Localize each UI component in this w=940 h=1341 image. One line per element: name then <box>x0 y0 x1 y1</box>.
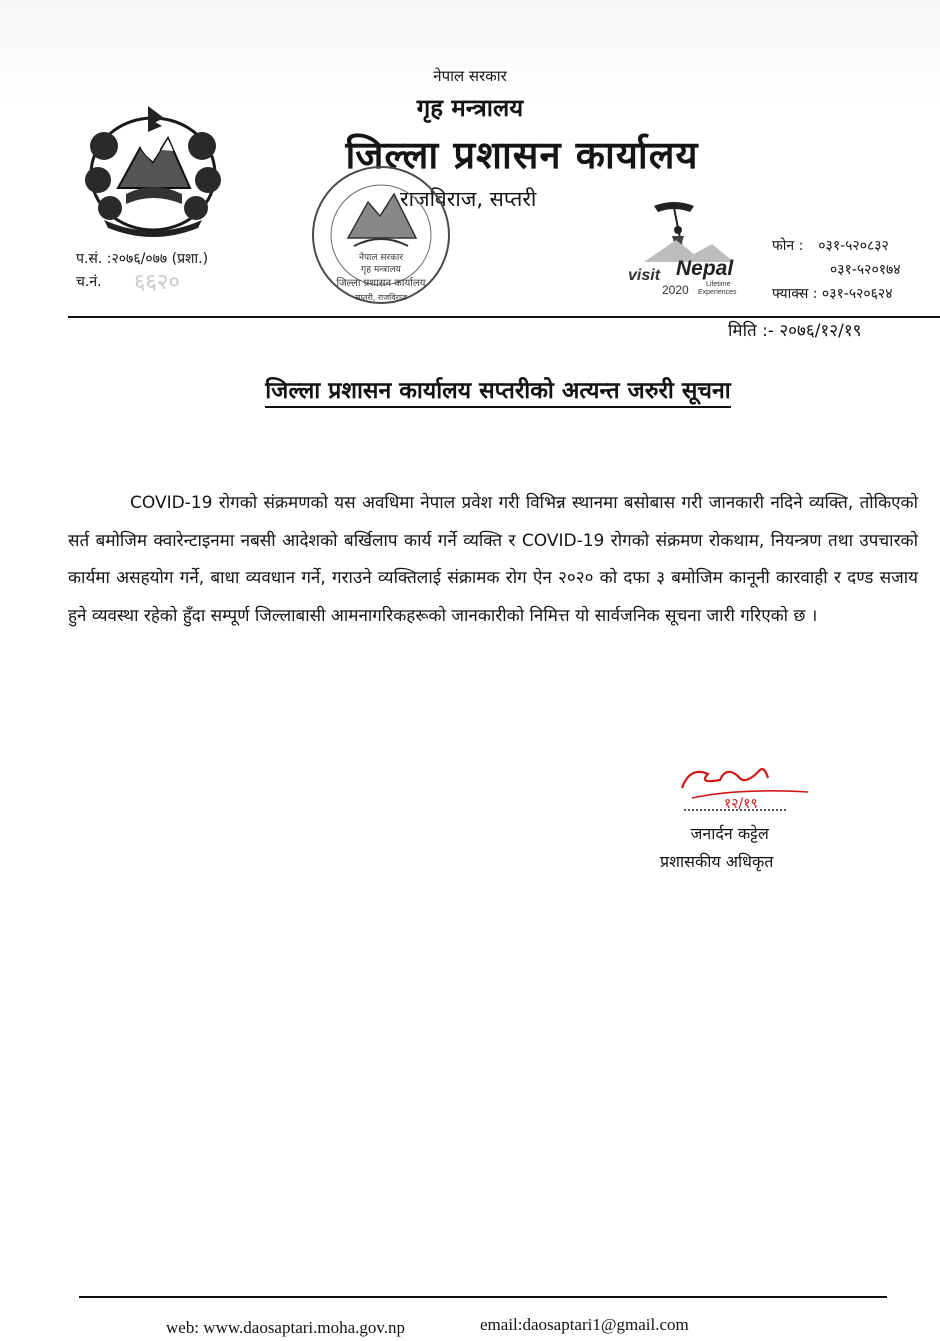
fax-label: फ्याक्स : <box>772 286 818 302</box>
footer-divider <box>79 1296 887 1298</box>
fax-value: ०३१-५२०६२४ <box>821 286 893 302</box>
signatory-designation: प्रशासकीय अधिकृत <box>660 852 774 871</box>
ministry-name: गृह मन्त्रालय <box>416 94 524 122</box>
notice-title <box>0 373 940 405</box>
reference-number: प.सं. :२०७६/०७७ (प्रशा.) <box>76 251 209 267</box>
handwritten-signature <box>668 758 818 814</box>
seal-text-1: नेपाल सरकार <box>358 253 404 263</box>
dispatch-number-label: च.नं. <box>76 274 102 290</box>
phone-row-1 <box>772 234 901 258</box>
visit-word: visit <box>628 267 661 284</box>
signatory-name: जनार्दन कट्टेल <box>690 824 769 843</box>
tagline-lifetime: Lifetime <box>706 281 731 288</box>
notice-title-text: जिल्ला प्रशासन कार्यालय सप्तरीको अत्यन्त जरुरी सूचना <box>265 378 730 408</box>
footer-website: web: www.daosaptari.moha.gov.np <box>166 1318 406 1337</box>
notice-date: मिति :- २०७६/१२/१९ <box>728 321 862 341</box>
signatory-block <box>660 820 774 876</box>
seal-text-2: गृह मन्त्रालय <box>361 265 401 275</box>
seal-text-4: सप्तरी, राजविराज <box>355 293 407 302</box>
notice-body: COVID-19 रोगको संक्रमणको यस अवधिमा नेपाल प्रवेश गरी विभिन्न स्थानमा बसोबास गरी जानकारी नदिने व्यक्ति, तोकिएको सर्त बमोजिम क्वारेन्टाइनमा नबसी आदेशको बर्खिलाप कार्य गर्ने व्यक्ति र COVID-19 रोगको संक्रमण रोकथाम, नियन्त्रण तथा उपचारको कार्यमा असहयोग गर्ने, बाधा व्यवधान गर्ने, गराउने व्यक्तिलाई संक्रामक रोग ऐन २०२० को दफा ३ बमोजिम कानूनी कारवाही र दण्ड सजाय हुने व्यवस्था रहेको हुँदा सम्पूर्ण जिल्लाबासी आमनागरिकहरूको जानकारीको निमित्त यो सार्वजनिक सूचना जारी गरिएको छ । <box>68 493 918 626</box>
office-seal-stamp <box>306 160 456 310</box>
fax-row <box>772 282 901 306</box>
tagline-experiences: Experiences <box>698 289 737 296</box>
office-location: राजविराज, सप्तरी <box>400 187 537 211</box>
footer-email: email:daosaptari1@gmail.com <box>480 1315 689 1334</box>
dispatch-number-handwritten: ६६२० <box>134 270 180 295</box>
contact-numbers <box>772 234 901 306</box>
signature-date: १२/१९ <box>724 796 758 812</box>
government-name: नेपाल सरकार <box>433 67 507 85</box>
phone-value: ०३१-५२०१७४ <box>830 262 901 278</box>
year-2020: 2020 <box>662 283 689 297</box>
phone-value: ०३१-५२०८३२ <box>818 238 889 254</box>
nepal-word: Nepal <box>676 257 734 280</box>
visit-nepal-2020-logo <box>624 200 748 298</box>
seal-text-3: जिल्ला प्रशासन कार्यालय <box>336 278 426 289</box>
phone-label: फोन : <box>772 238 804 254</box>
phone-row-2 <box>772 258 901 282</box>
office-name: जिल्ला प्रशासन कार्यालय <box>345 133 699 177</box>
